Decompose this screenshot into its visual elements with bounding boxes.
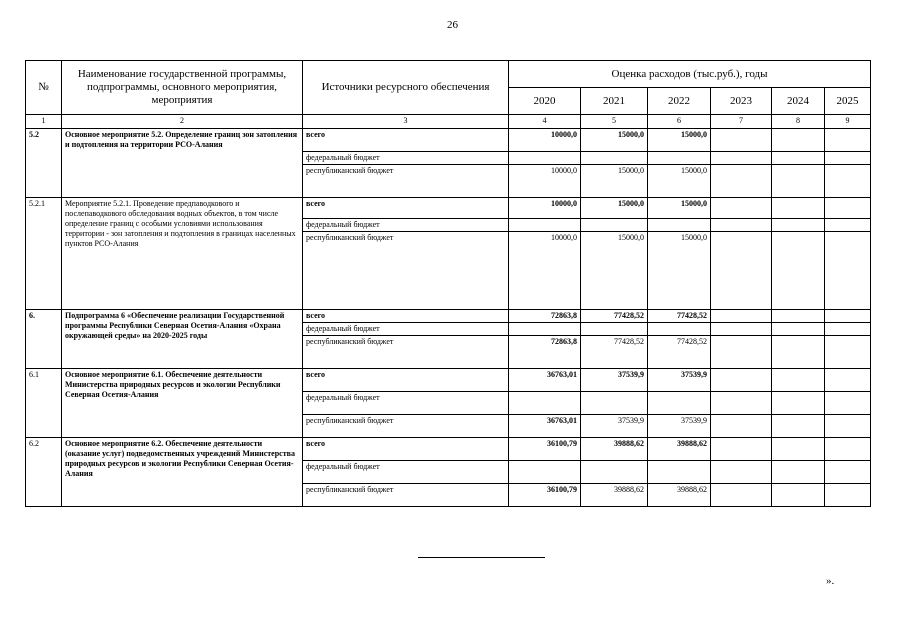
value-2024: [772, 336, 825, 369]
value-2021: [581, 323, 648, 336]
value-2022: 15000,0: [648, 198, 711, 219]
value-2023: [711, 392, 772, 415]
item-number: 6.2: [26, 438, 62, 507]
value-2025: [825, 461, 871, 484]
table-row: [26, 438, 871, 461]
value-2021: 15000,0: [581, 165, 648, 198]
column-index: 5: [581, 115, 648, 129]
value-2020: 36100,79: [509, 484, 581, 507]
value-2025: [825, 129, 871, 152]
value-2023: [711, 165, 772, 198]
funding-source: республиканский бюджет: [303, 415, 509, 438]
value-2022: 37539,9: [648, 415, 711, 438]
column-index: 2: [62, 115, 303, 129]
item-name: Мероприятие 5.2.1. Проведение предпаводкового и послепаводкового обследования водных объектов, в том числе определение границ с особыми условиями использования территории - зон затопления и подтопления в границах населенных пунктов РСО-Алания: [62, 198, 303, 310]
value-2022: [648, 323, 711, 336]
table-row: [26, 310, 871, 323]
value-2022: 39888,62: [648, 484, 711, 507]
header-program-name: Наименование государственной программы, подпрограммы, основного мероприятия, мероприятия: [62, 61, 303, 115]
value-2025: [825, 484, 871, 507]
value-2022: [648, 152, 711, 165]
value-2025: [825, 392, 871, 415]
value-2023: [711, 219, 772, 232]
item-number: 5.2: [26, 129, 62, 198]
column-index: 8: [772, 115, 825, 129]
value-2025: [825, 198, 871, 219]
year-header: 2020: [509, 88, 581, 115]
funding-source: республиканский бюджет: [303, 336, 509, 369]
value-2020: 36763,01: [509, 369, 581, 392]
value-2021: [581, 392, 648, 415]
value-2021: [581, 219, 648, 232]
value-2021: 15000,0: [581, 198, 648, 219]
column-index: 9: [825, 115, 871, 129]
value-2025: [825, 219, 871, 232]
value-2025: [825, 323, 871, 336]
value-2020: [509, 152, 581, 165]
value-2024: [772, 310, 825, 323]
value-2023: [711, 152, 772, 165]
value-2020: 72863,8: [509, 310, 581, 323]
value-2020: 72863,8: [509, 336, 581, 369]
value-2023: [711, 129, 772, 152]
value-2020: [509, 392, 581, 415]
value-2023: [711, 336, 772, 369]
item-name: Основное мероприятие 6.1. Обеспечение деятельности Министерства природных ресурсов и экологии Республики Северная Осетия-Алания: [62, 369, 303, 438]
header-expense-estimate: Оценка расходов (тыс.руб.), годы: [509, 61, 871, 88]
value-2025: [825, 232, 871, 310]
funding-source: всего: [303, 369, 509, 392]
value-2024: [772, 392, 825, 415]
value-2022: [648, 392, 711, 415]
value-2020: 36100,79: [509, 438, 581, 461]
footnote-separator: [418, 557, 545, 558]
value-2025: [825, 438, 871, 461]
year-header: 2025: [825, 88, 871, 115]
value-2021: [581, 152, 648, 165]
value-2021: 39888,62: [581, 484, 648, 507]
page-number: 26: [447, 19, 458, 31]
column-index: 1: [26, 115, 62, 129]
value-2023: [711, 415, 772, 438]
value-2020: 10000,0: [509, 165, 581, 198]
funding-source: всего: [303, 310, 509, 323]
value-2024: [772, 165, 825, 198]
value-2024: [772, 323, 825, 336]
value-2022: [648, 219, 711, 232]
value-2020: [509, 323, 581, 336]
header-funding-source: Источники ресурсного обеспечения: [303, 61, 509, 115]
funding-source: федеральный бюджет: [303, 323, 509, 336]
funding-source: федеральный бюджет: [303, 219, 509, 232]
value-2024: [772, 484, 825, 507]
funding-source: республиканский бюджет: [303, 232, 509, 310]
table-row: [26, 198, 871, 219]
value-2022: 39888,62: [648, 438, 711, 461]
value-2023: [711, 369, 772, 392]
value-2025: [825, 165, 871, 198]
value-2025: [825, 415, 871, 438]
value-2025: [825, 152, 871, 165]
value-2021: 77428,52: [581, 336, 648, 369]
value-2020: 10000,0: [509, 198, 581, 219]
value-2021: [581, 461, 648, 484]
item-number: 6.1: [26, 369, 62, 438]
value-2024: [772, 129, 825, 152]
year-header: 2022: [648, 88, 711, 115]
value-2024: [772, 438, 825, 461]
value-2023: [711, 310, 772, 323]
value-2021: 37539,9: [581, 415, 648, 438]
funding-source: федеральный бюджет: [303, 461, 509, 484]
year-header: 2021: [581, 88, 648, 115]
value-2020: 36763,01: [509, 415, 581, 438]
value-2023: [711, 461, 772, 484]
value-2022: 37539,9: [648, 369, 711, 392]
header-row: [26, 61, 871, 88]
value-2024: [772, 219, 825, 232]
item-number: 6.: [26, 310, 62, 369]
funding-source: всего: [303, 129, 509, 152]
column-index: 6: [648, 115, 711, 129]
value-2022: 77428,52: [648, 336, 711, 369]
year-header: 2024: [772, 88, 825, 115]
column-index: 7: [711, 115, 772, 129]
funding-source: всего: [303, 198, 509, 219]
value-2022: 15000,0: [648, 129, 711, 152]
value-2024: [772, 198, 825, 219]
value-2023: [711, 323, 772, 336]
value-2021: 15000,0: [581, 129, 648, 152]
value-2024: [772, 415, 825, 438]
value-2024: [772, 369, 825, 392]
value-2022: 15000,0: [648, 232, 711, 310]
value-2021: 15000,0: [581, 232, 648, 310]
value-2023: [711, 198, 772, 219]
value-2021: 77428,52: [581, 310, 648, 323]
value-2020: [509, 461, 581, 484]
value-2023: [711, 232, 772, 310]
value-2025: [825, 310, 871, 323]
value-2024: [772, 232, 825, 310]
budget-table: [25, 60, 871, 507]
value-2023: [711, 438, 772, 461]
year-header: 2023: [711, 88, 772, 115]
value-2021: 39888,62: [581, 438, 648, 461]
item-name: Подпрограмма 6 «Обеспечение реализации Государственной программы Республики Северная Осетия-Алания «Охрана окружающей среды» на 2020-2025 годы: [62, 310, 303, 369]
item-number: 5.2.1: [26, 198, 62, 310]
value-2024: [772, 461, 825, 484]
value-2020: 10000,0: [509, 129, 581, 152]
column-index: 4: [509, 115, 581, 129]
closing-quote-mark: ».: [826, 575, 835, 587]
funding-source: федеральный бюджет: [303, 152, 509, 165]
funding-source: федеральный бюджет: [303, 392, 509, 415]
table-row: [26, 369, 871, 392]
value-2025: [825, 336, 871, 369]
funding-source: республиканский бюджет: [303, 165, 509, 198]
value-2020: 10000,0: [509, 232, 581, 310]
column-index-row: [26, 115, 871, 129]
table-row: [26, 129, 871, 152]
value-2022: [648, 461, 711, 484]
value-2023: [711, 484, 772, 507]
item-name: Основное мероприятие 5.2. Определение границ зон затопления и подтопления на территории РСО-Алания: [62, 129, 303, 198]
value-2025: [825, 369, 871, 392]
header-number: №: [26, 61, 62, 115]
value-2020: [509, 219, 581, 232]
value-2022: 15000,0: [648, 165, 711, 198]
funding-source: всего: [303, 438, 509, 461]
item-name: Основное мероприятие 6.2. Обеспечение деятельности (оказание услуг) подведомственных учреждений Министерства природных ресурсов и экологии Республики Северная Осетия-Алания: [62, 438, 303, 507]
column-index: 3: [303, 115, 509, 129]
value-2022: 77428,52: [648, 310, 711, 323]
value-2021: 37539,9: [581, 369, 648, 392]
value-2024: [772, 152, 825, 165]
funding-source: республиканский бюджет: [303, 484, 509, 507]
